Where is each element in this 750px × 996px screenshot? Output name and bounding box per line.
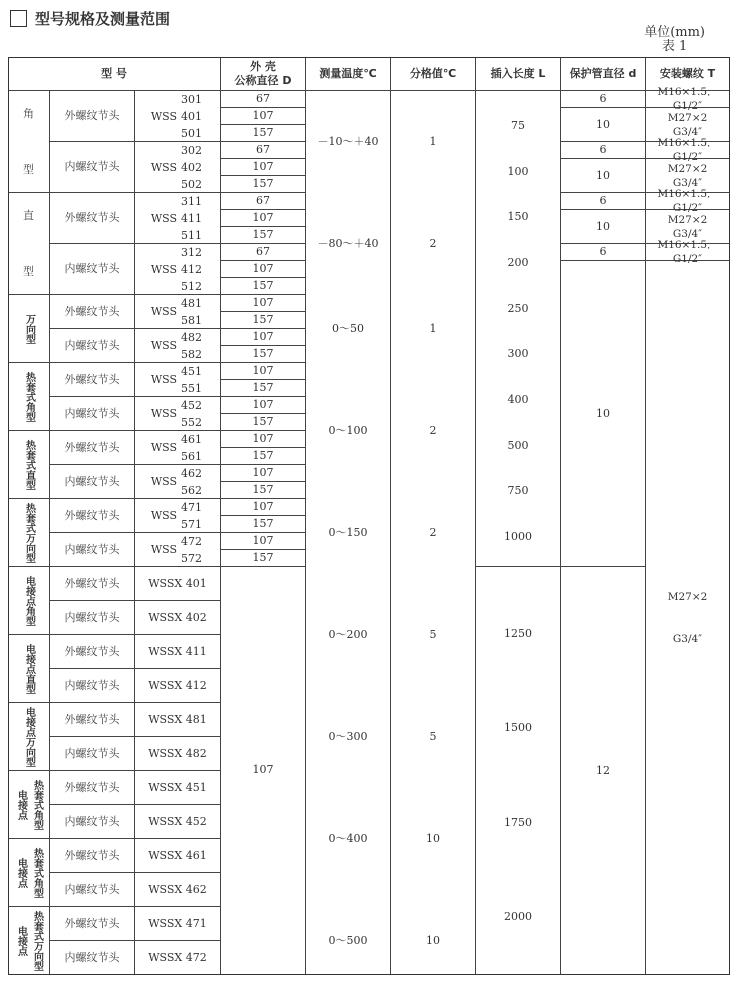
model-type-prefix: 电接点 — [15, 925, 27, 956]
model-number-cell — [135, 244, 221, 295]
model-type-cell — [8, 499, 50, 567]
shell-diameter-cell: 157 — [221, 227, 306, 244]
model-number: 301 — [181, 92, 202, 106]
joint-type-cell: 内螺纹节头 — [50, 397, 135, 431]
model-number: 502 — [181, 177, 202, 191]
model-type-label: 热套式角型 — [23, 371, 35, 422]
model-type-sub: 热套式角型 — [31, 847, 43, 898]
shell-diameter-cell: 157 — [221, 278, 306, 295]
model-number: 471 — [181, 500, 202, 514]
insert-length-value: 1250 — [504, 627, 532, 641]
model-type-cell — [8, 635, 50, 703]
shell-diameter-cell: 107 — [221, 499, 306, 516]
joint-type-cell: 内螺纹节头 — [50, 244, 135, 295]
model-type-label: 电接点万向型 — [23, 706, 35, 767]
model-number: 462 — [181, 466, 202, 480]
temp-range-cell: 0～50 — [306, 295, 391, 363]
shell-diameter-cell: 157 — [221, 125, 306, 142]
model-type-label — [15, 911, 43, 971]
model-prefix: WSS — [150, 305, 177, 318]
temp-range-cell: 0～500 — [306, 907, 391, 975]
insert-length-value: 250 — [507, 301, 529, 315]
model-prefix: WSS — [150, 211, 177, 225]
model-number-cell — [135, 295, 221, 329]
shell-diameter-cell: 67 — [221, 193, 306, 210]
joint-type-cell: 外螺纹节头 — [50, 907, 135, 941]
model-type-label: 热套式直型 — [23, 439, 35, 490]
model-number-cell: WSSX 472 — [135, 941, 221, 975]
tube-diameter-cell: 6 — [561, 193, 646, 210]
division-cell: 5 — [391, 567, 476, 703]
model-number: 402 — [181, 160, 202, 174]
joint-type-cell: 外螺纹节头 — [50, 771, 135, 805]
model-number: 452 — [181, 398, 202, 412]
shell-diameter-cell-merged: 107 — [221, 567, 306, 975]
model-type-cell — [8, 567, 50, 635]
division-cell: 5 — [391, 703, 476, 771]
thread-cell: M16×1.5．G1/2″ — [646, 244, 730, 261]
temp-range-cell: 0～300 — [306, 703, 391, 771]
header-model: 型 号 — [8, 57, 221, 91]
division-cell: 2 — [391, 363, 476, 499]
header-tube-diameter: 保护管直径 d — [561, 57, 646, 91]
shell-diameter-cell: 107 — [221, 431, 306, 448]
shell-diameter-cell: 107 — [221, 295, 306, 312]
model-number: 412 — [181, 262, 202, 276]
model-type-cell — [8, 431, 50, 499]
model-number-cell — [135, 431, 221, 465]
model-number: 551 — [181, 381, 202, 395]
division-cell: 1 — [391, 295, 476, 363]
shell-diameter-cell: 107 — [221, 363, 306, 380]
model-type-sub: 热套式角型 — [31, 779, 43, 830]
insert-length-block — [476, 91, 561, 567]
shell-diameter-cell: 107 — [221, 397, 306, 414]
shell-diameter-cell: 107 — [221, 261, 306, 278]
model-type-label — [15, 848, 43, 898]
insert-length-value: 200 — [507, 255, 529, 269]
model-number: 562 — [181, 483, 202, 497]
model-number-cell: WSSX 481 — [135, 703, 221, 737]
model-prefix: WSS — [150, 262, 177, 276]
tube-diameter-cell: 10 — [561, 261, 646, 567]
shell-diameter-cell: 157 — [221, 414, 306, 431]
thread-cell: M27×2 G3/4″ — [646, 159, 730, 193]
joint-type-cell: 外螺纹节头 — [50, 431, 135, 465]
tube-diameter-cell: 10 — [561, 159, 646, 193]
model-number: 572 — [181, 551, 202, 565]
model-prefix: WSS — [150, 509, 177, 522]
model-type-label: 万向型 — [23, 313, 35, 344]
model-number-cell — [135, 465, 221, 499]
model-prefix: WSS — [150, 543, 177, 556]
insert-length-value: 2000 — [504, 909, 532, 923]
model-number: 501 — [181, 126, 202, 140]
tube-diameter-cell: 10 — [561, 108, 646, 142]
model-number: 411 — [181, 211, 202, 225]
model-type-cell — [8, 771, 50, 839]
model-number: 311 — [181, 194, 202, 208]
joint-type-cell: 内螺纹节头 — [50, 601, 135, 635]
model-number: 472 — [181, 534, 202, 548]
model-type-cell — [8, 907, 50, 975]
model-prefix: WSS — [150, 441, 177, 454]
thread-cell: M27×2 G3/4″ — [646, 210, 730, 244]
model-number-cell — [135, 142, 221, 193]
model-number-cell: WSSX 482 — [135, 737, 221, 771]
section-title-text: 型号规格及测量范围 — [35, 10, 171, 28]
insert-length-value: 1750 — [504, 815, 532, 829]
header-shell-diameter: 外 壳 公称直径 D — [221, 57, 306, 91]
unit-label: 单位(mm) — [644, 25, 705, 40]
shell-diameter-cell: 107 — [221, 465, 306, 482]
joint-type-cell: 外螺纹节头 — [50, 567, 135, 601]
model-number: 302 — [181, 143, 202, 157]
shell-diameter-cell: 157 — [221, 312, 306, 329]
model-number-cell — [135, 499, 221, 533]
model-number: 451 — [181, 364, 202, 378]
model-number-cell: WSSX 401 — [135, 567, 221, 601]
shell-diameter-cell: 157 — [221, 550, 306, 567]
insert-length-value: 100 — [507, 164, 529, 178]
temp-range-cell: －10～＋40 — [306, 91, 391, 193]
thread-cell: M16×1.5．G1/2″ — [646, 142, 730, 159]
model-type-prefix: 电接点 — [15, 857, 27, 888]
model-type-label: 电接点直型 — [23, 643, 35, 694]
joint-type-cell: 内螺纹节头 — [50, 805, 135, 839]
model-type-cell — [8, 703, 50, 771]
model-number-cell: WSSX 402 — [135, 601, 221, 635]
header-thread: 安装螺纹 T — [646, 57, 730, 91]
model-type-sub: 热套式万向型 — [31, 910, 43, 971]
division-cell: 1 — [391, 91, 476, 193]
model-number-cell — [135, 363, 221, 397]
tube-diameter-cell: 6 — [561, 244, 646, 261]
joint-type-cell: 内螺纹节头 — [50, 873, 135, 907]
model-number-cell — [135, 91, 221, 142]
joint-type-cell: 外螺纹节头 — [50, 295, 135, 329]
thread-cell: M27×2 G3/4″ — [646, 261, 730, 975]
joint-type-cell: 内螺纹节头 — [50, 533, 135, 567]
model-number: 461 — [181, 432, 202, 446]
model-type-cell: 角 型 — [8, 91, 50, 193]
model-type-cell — [8, 839, 50, 907]
model-type-cell — [8, 363, 50, 431]
model-number-cell: WSSX 461 — [135, 839, 221, 873]
insert-length-value: 1500 — [504, 721, 532, 735]
shell-diameter-cell: 157 — [221, 516, 306, 533]
model-number-cell: WSSX 462 — [135, 873, 221, 907]
model-type-prefix: 电接点 — [15, 789, 27, 820]
shell-diameter-cell: 107 — [221, 108, 306, 125]
model-number-cell: WSSX 411 — [135, 635, 221, 669]
shell-diameter-cell: 107 — [221, 159, 306, 176]
temp-range-cell: －80～＋40 — [306, 193, 391, 295]
model-number: 561 — [181, 449, 202, 463]
model-number: 582 — [181, 347, 202, 361]
model-type-label: 热套式万向型 — [23, 502, 35, 563]
model-number: 312 — [181, 245, 202, 259]
thread-cell: M27×2 G3/4″ — [646, 108, 730, 142]
joint-type-cell: 内螺纹节头 — [50, 669, 135, 703]
division-cell: 2 — [391, 193, 476, 295]
insert-length-value: 300 — [507, 347, 529, 361]
shell-diameter-cell: 67 — [221, 142, 306, 159]
model-number-cell — [135, 193, 221, 244]
model-number: 482 — [181, 330, 202, 344]
tube-diameter-cell: 10 — [561, 210, 646, 244]
insert-length-value: 750 — [507, 484, 529, 498]
model-prefix: WSS — [150, 407, 177, 420]
model-prefix: WSS — [150, 109, 177, 123]
model-type-cell — [8, 295, 50, 363]
model-type-cell: 直 型 — [8, 193, 50, 295]
shell-diameter-cell: 157 — [221, 380, 306, 397]
insert-length-block — [476, 567, 561, 975]
model-prefix: WSS — [150, 339, 177, 352]
model-number-cell — [135, 329, 221, 363]
joint-type-cell: 外螺纹节头 — [50, 635, 135, 669]
joint-type-cell: 内螺纹节头 — [50, 737, 135, 771]
model-prefix: WSS — [150, 160, 177, 174]
model-number: 401 — [181, 109, 202, 123]
model-number-cell: WSSX 452 — [135, 805, 221, 839]
model-number: 481 — [181, 296, 202, 310]
joint-type-cell: 内螺纹节头 — [50, 329, 135, 363]
shell-diameter-cell: 67 — [221, 244, 306, 261]
shell-diameter-cell: 157 — [221, 482, 306, 499]
model-number: 512 — [181, 279, 202, 293]
shell-diameter-cell: 157 — [221, 176, 306, 193]
insert-length-value: 1000 — [504, 530, 532, 544]
model-number: 581 — [181, 313, 202, 327]
tube-diameter-cell: 6 — [561, 142, 646, 159]
model-prefix: WSS — [150, 475, 177, 488]
joint-type-cell: 外螺纹节头 — [50, 363, 135, 397]
joint-type-cell: 外螺纹节头 — [50, 193, 135, 244]
header-division: 分格值℃ — [391, 57, 476, 91]
division-cell: 10 — [391, 771, 476, 907]
joint-type-cell: 外螺纹节头 — [50, 91, 135, 142]
joint-type-cell: 内螺纹节头 — [50, 142, 135, 193]
tube-diameter-cell: 12 — [561, 567, 646, 975]
tube-diameter-cell: 6 — [561, 91, 646, 108]
model-number-cell: WSSX 412 — [135, 669, 221, 703]
model-type-label: 电接点角型 — [23, 575, 35, 626]
model-type-label — [15, 780, 43, 830]
temp-range-cell: 0～400 — [306, 771, 391, 907]
division-cell: 2 — [391, 499, 476, 567]
shell-diameter-cell: 107 — [221, 533, 306, 550]
insert-length-value: 400 — [507, 392, 529, 406]
thread-cell: M16×1.5．G1/2″ — [646, 193, 730, 210]
shell-diameter-cell: 157 — [221, 448, 306, 465]
header-temp-range: 测量温度℃ — [306, 57, 391, 91]
joint-type-cell: 外螺纹节头 — [50, 839, 135, 873]
model-number: 511 — [181, 228, 202, 242]
model-prefix: WSS — [150, 373, 177, 386]
table-label: 表 1 — [661, 39, 688, 54]
joint-type-cell: 外螺纹节头 — [50, 703, 135, 737]
model-number-cell — [135, 397, 221, 431]
model-number-cell: WSSX 451 — [135, 771, 221, 805]
thread-cell: M16×1.5．G1/2″ — [646, 91, 730, 108]
model-number-cell — [135, 533, 221, 567]
joint-type-cell: 内螺纹节头 — [50, 465, 135, 499]
shell-diameter-cell: 157 — [221, 346, 306, 363]
division-cell: 10 — [391, 907, 476, 975]
temp-range-cell: 0～200 — [306, 567, 391, 703]
temp-range-cell: 0～100 — [306, 363, 391, 499]
shell-diameter-cell: 107 — [221, 210, 306, 227]
insert-length-value: 500 — [507, 438, 529, 452]
joint-type-cell: 外螺纹节头 — [50, 499, 135, 533]
model-number: 552 — [181, 415, 202, 429]
joint-type-cell: 内螺纹节头 — [50, 941, 135, 975]
temp-range-cell: 0～150 — [306, 499, 391, 567]
model-number-cell: WSSX 471 — [135, 907, 221, 941]
shell-diameter-cell: 107 — [221, 329, 306, 346]
insert-length-value: 150 — [507, 210, 529, 224]
header-insert-length: 插入长度 L — [476, 57, 561, 91]
model-number: 571 — [181, 517, 202, 531]
insert-length-value: 75 — [511, 118, 525, 132]
shell-diameter-cell: 67 — [221, 91, 306, 108]
